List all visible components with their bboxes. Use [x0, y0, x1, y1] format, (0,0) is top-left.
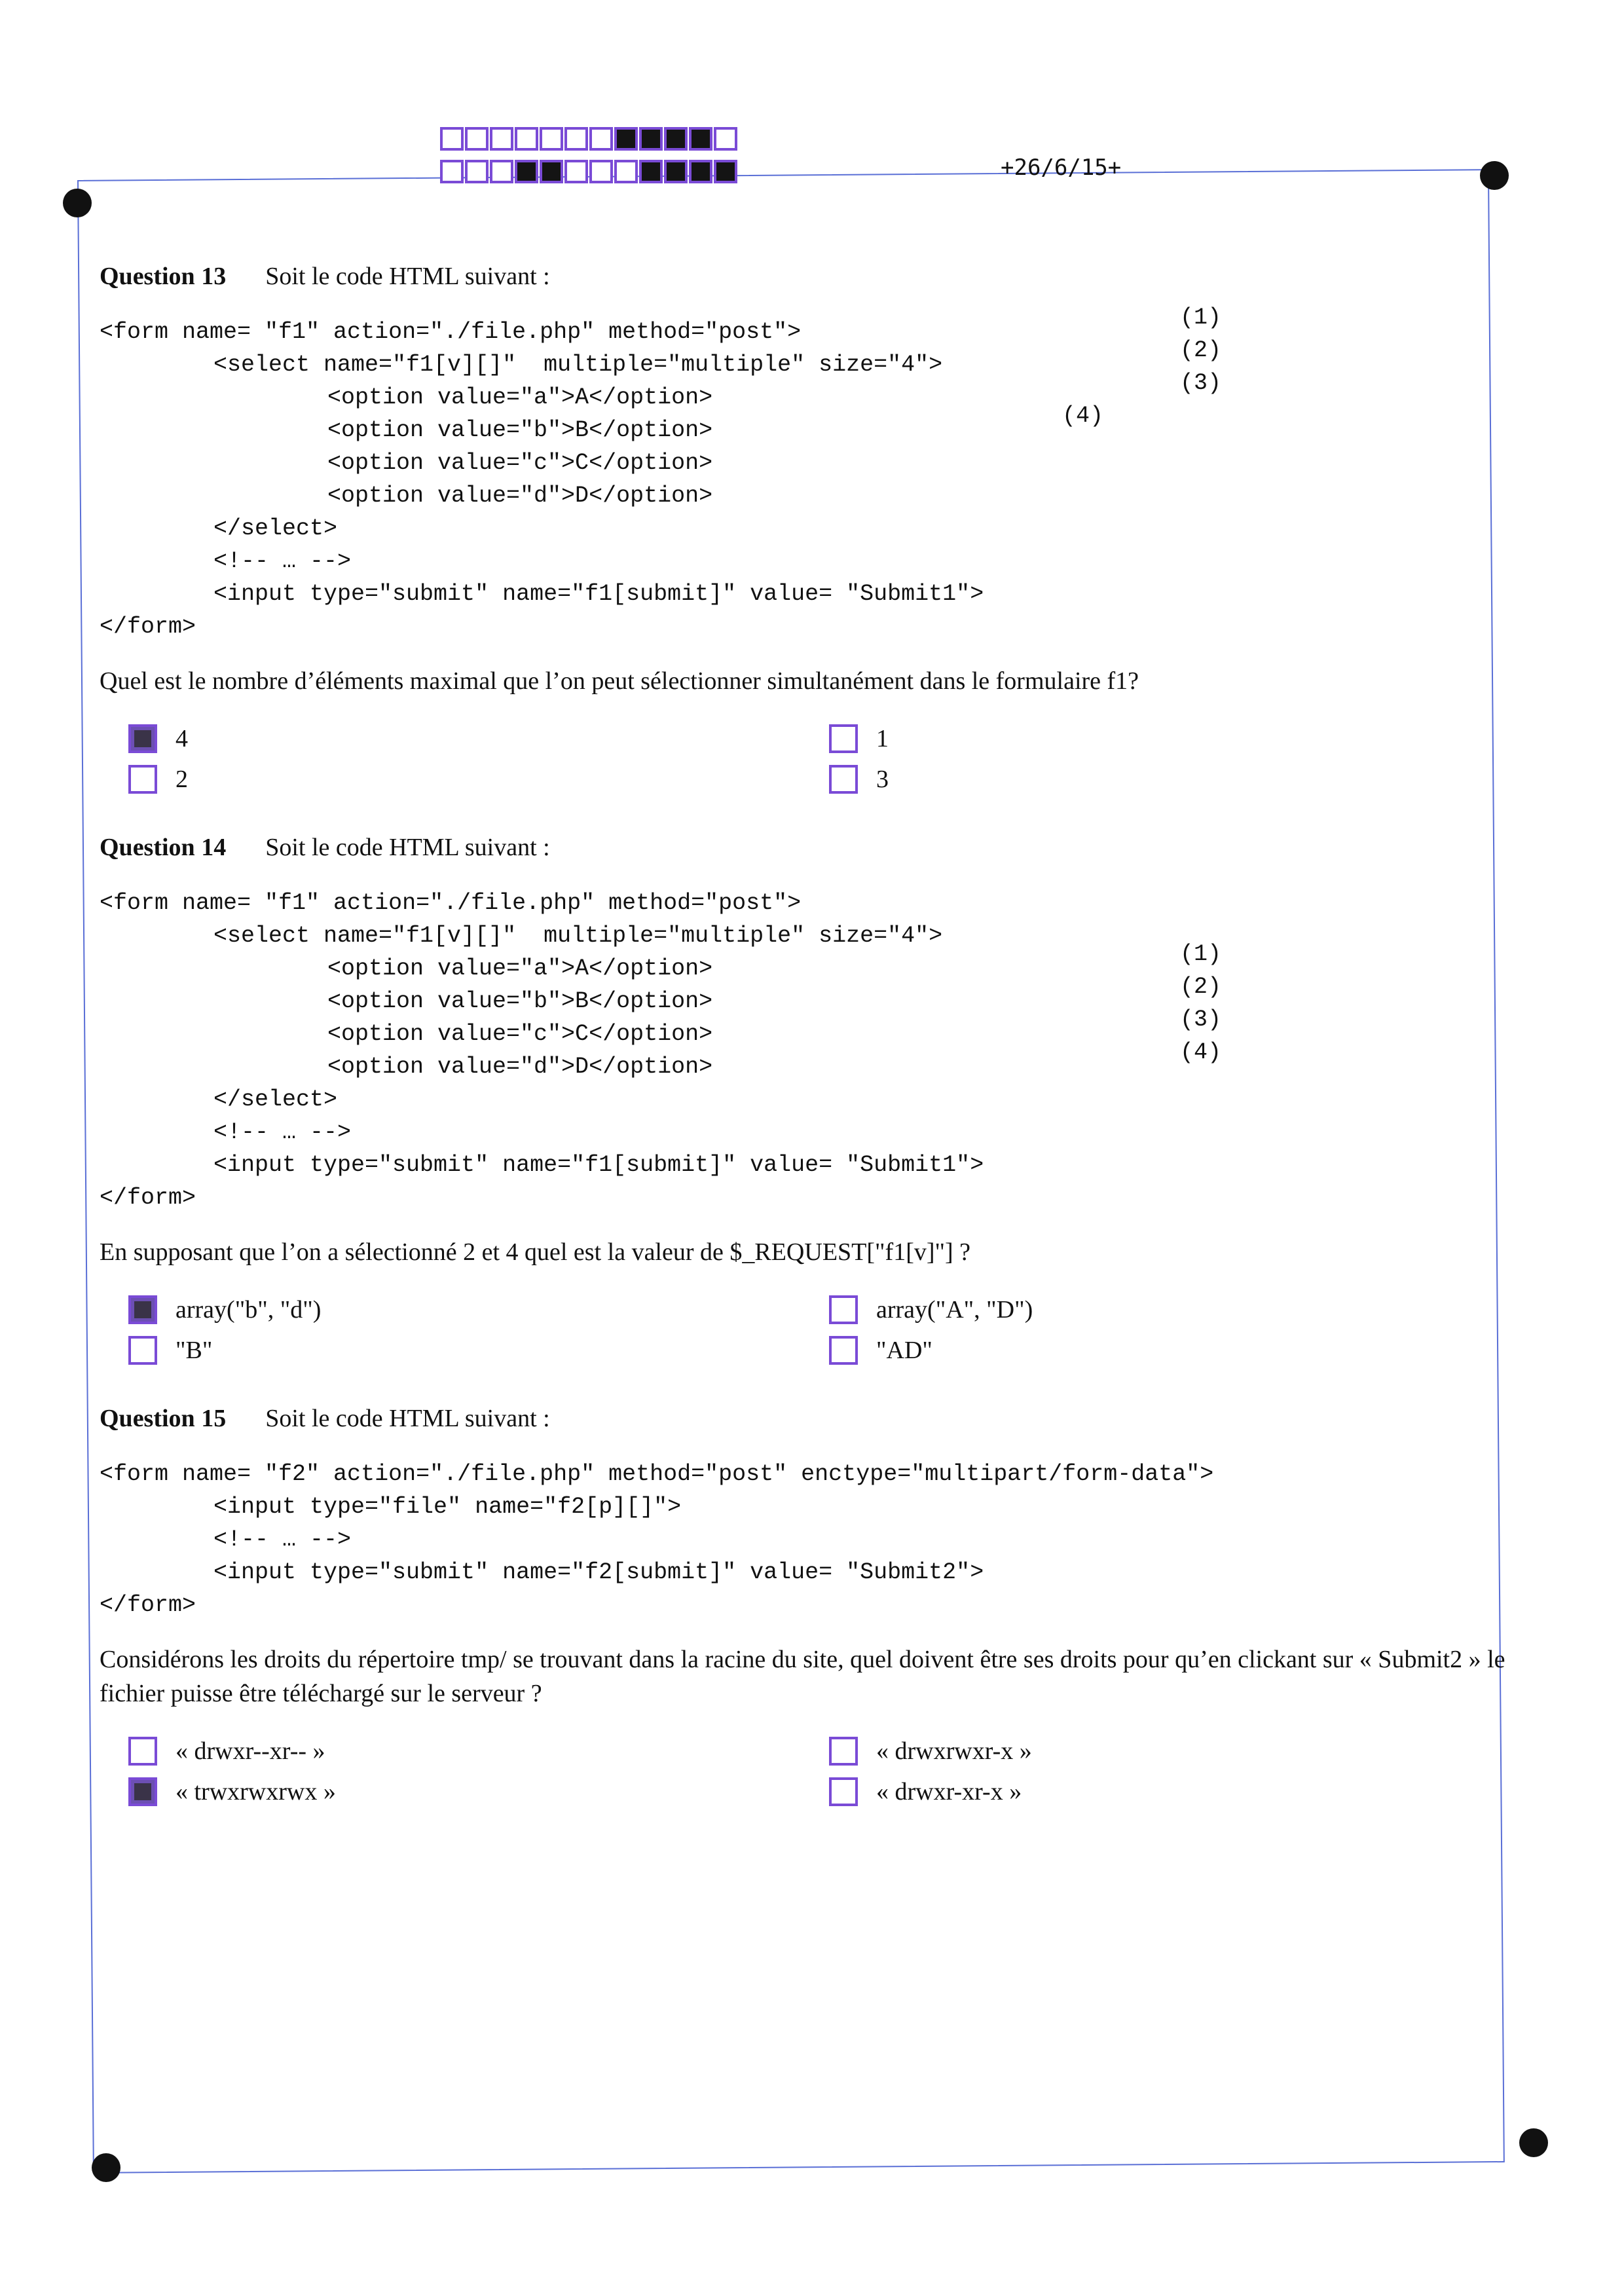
answer-option[interactable]	[128, 765, 829, 794]
code-line: <option value="c">C</option>	[327, 1021, 713, 1047]
checkbox[interactable]	[829, 1777, 858, 1806]
answer-option[interactable]	[829, 1737, 1484, 1766]
barcode-cell	[490, 160, 513, 183]
code-line: <form name= "f1" action="./file.php" method="post">	[100, 890, 802, 916]
answer-grid	[128, 1737, 1527, 1806]
barcode-cell	[465, 127, 489, 151]
code-line: </form>	[100, 1185, 196, 1211]
barcode-cell	[639, 127, 663, 151]
code-line: <option value="b">B</option>	[327, 417, 713, 443]
answer-option[interactable]	[829, 724, 1484, 753]
answer-option[interactable]	[128, 724, 829, 753]
code-line: <option value="b">B</option>	[327, 988, 713, 1014]
barcode-cell	[490, 127, 513, 151]
corner-mark-bottom-left	[92, 2153, 120, 2182]
code-line: <!-- … -->	[213, 1527, 352, 1553]
option-number: (4)	[1180, 1039, 1222, 1065]
question-intro: Soit le code HTML suivant :	[265, 1405, 550, 1432]
checkbox[interactable]	[829, 1295, 858, 1324]
answer-option[interactable]	[829, 765, 1484, 794]
code-line: <input type="file" name="f2[p][]">	[213, 1494, 682, 1520]
code-line: <form name= "f2" action="./file.php" method="post" enctype="multipart/form-data">	[100, 1461, 1214, 1487]
answer-option[interactable]	[128, 1336, 829, 1365]
code-line: <input type="submit" name="f2[submit]" value= "Submit2">	[213, 1559, 984, 1585]
answer-option[interactable]	[829, 1295, 1484, 1324]
code-line: <option value="a">A</option>	[327, 955, 713, 982]
question-title: Question 13	[100, 263, 227, 290]
barcode-cell	[589, 160, 613, 183]
option-number: (4)	[1062, 403, 1104, 429]
barcode-cell	[714, 127, 737, 151]
answer-grid	[128, 724, 1527, 794]
barcode-cell	[564, 160, 588, 183]
code-block	[100, 305, 1527, 643]
answer-label: array("b", "d")	[175, 1296, 322, 1324]
checkbox[interactable]	[128, 1336, 157, 1365]
barcode-cell	[540, 127, 563, 151]
code-line: <form name= "f1" action="./file.php" method="post">	[100, 319, 802, 345]
barcode-cell	[540, 160, 563, 183]
code-line: </form>	[100, 1592, 196, 1618]
code-line: <option value="c">C</option>	[327, 450, 713, 476]
answer-option[interactable]	[829, 1336, 1484, 1365]
barcode-cell	[639, 160, 663, 183]
barcode-cell	[515, 127, 538, 151]
checkbox[interactable]	[128, 1737, 157, 1766]
answer-option[interactable]	[128, 1737, 829, 1766]
code-line: <select name="f1[v][]" multiple="multiple" size="4">	[213, 923, 943, 949]
corner-mark-bottom-right	[1519, 2128, 1548, 2157]
barcode-cell	[689, 160, 712, 183]
question-15	[100, 1404, 1527, 1806]
question-prompt: Quel est le nombre d’éléments maximal que l’on peut sélectionner simultanément dans le formulaire f1?	[100, 667, 1139, 695]
barcode-cell	[564, 127, 588, 151]
question-title: Question 14	[100, 834, 227, 861]
code-line: <option value="d">D</option>	[327, 483, 713, 509]
barcode-cell	[465, 160, 489, 183]
option-number: (1)	[1180, 941, 1222, 967]
corner-mark-top-left	[63, 189, 92, 217]
option-number: (2)	[1180, 337, 1222, 363]
barcode-cell	[614, 127, 638, 151]
question-prompt: En supposant que l’on a sélectionné 2 et 4 quel est la valeur de $_REQUEST["f1[v]"] ?	[100, 1238, 971, 1266]
checkbox[interactable]	[829, 1336, 858, 1365]
barcode-cell	[515, 160, 538, 183]
code-block	[100, 887, 1527, 1214]
code-line: </select>	[213, 515, 338, 542]
checkbox[interactable]	[128, 765, 157, 794]
code-line: <!-- … -->	[213, 548, 352, 574]
checkbox[interactable]	[128, 1777, 157, 1806]
answer-label: « drwxr--xr-- »	[175, 1737, 325, 1765]
option-number: (3)	[1180, 370, 1222, 396]
code-line: <select name="f1[v][]" multiple="multiple" size="4">	[213, 352, 943, 378]
barcode-cell	[689, 127, 712, 151]
answer-option[interactable]	[829, 1777, 1484, 1806]
answer-label: 3	[876, 766, 889, 793]
answer-grid	[128, 1295, 1527, 1365]
question-13	[100, 262, 1527, 794]
answer-label: array("A", "D")	[876, 1296, 1033, 1324]
option-number: (2)	[1180, 974, 1222, 1000]
code-line: <option value="d">D</option>	[327, 1054, 713, 1080]
answer-label: "AD"	[876, 1337, 932, 1364]
answer-label: « trwxrwxrwx »	[175, 1778, 336, 1805]
answer-label: 2	[175, 766, 188, 793]
barcode-top	[440, 127, 737, 151]
answer-option[interactable]	[128, 1295, 829, 1324]
checkbox[interactable]	[128, 1295, 157, 1324]
barcode-cell	[614, 160, 638, 183]
code-line: </form>	[100, 614, 196, 640]
answer-label: 4	[175, 725, 188, 752]
checkbox[interactable]	[829, 724, 858, 753]
answer-label: « drwxrwxr-x »	[876, 1737, 1032, 1765]
barcode-bottom	[440, 160, 737, 183]
barcode-cell	[589, 127, 613, 151]
answer-label: "B"	[175, 1337, 213, 1364]
checkbox[interactable]	[829, 765, 858, 794]
code-line: </select>	[213, 1086, 338, 1113]
code-line: <option value="a">A</option>	[327, 384, 713, 411]
code-line: <input type="submit" name="f1[submit]" value= "Submit1">	[213, 1152, 984, 1178]
barcode-cell	[664, 160, 688, 183]
barcode-cell	[440, 160, 464, 183]
page-code: +26/6/15+	[1001, 155, 1122, 181]
option-number: (3)	[1180, 1007, 1222, 1033]
option-number: (1)	[1180, 305, 1222, 331]
question-14	[100, 833, 1527, 1365]
question-intro: Soit le code HTML suivant :	[265, 834, 550, 861]
code-line: <!-- … -->	[213, 1119, 352, 1145]
answer-label: « drwxr-xr-x »	[876, 1778, 1022, 1805]
barcode-cell	[664, 127, 688, 151]
checkbox[interactable]	[829, 1737, 858, 1766]
page-content	[100, 262, 1527, 1845]
code-block	[100, 1458, 1527, 1621]
barcode-cell	[714, 160, 737, 183]
corner-mark-top-right	[1480, 161, 1509, 190]
question-title: Question 15	[100, 1405, 227, 1432]
answer-option[interactable]	[128, 1777, 829, 1806]
question-prompt: Considérons les droits du répertoire tmp/ se trouvant dans la racine du site, quel doivent être ses droits pour qu’en clickant sur « Submit2 » le fichier puisse être téléchargé sur le serveur ?	[100, 1646, 1505, 1707]
question-intro: Soit le code HTML suivant :	[265, 263, 550, 290]
code-line: <input type="submit" name="f1[submit]" value= "Submit1">	[213, 581, 984, 607]
checkbox[interactable]	[128, 724, 157, 753]
answer-label: 1	[876, 725, 889, 752]
barcode-cell	[440, 127, 464, 151]
